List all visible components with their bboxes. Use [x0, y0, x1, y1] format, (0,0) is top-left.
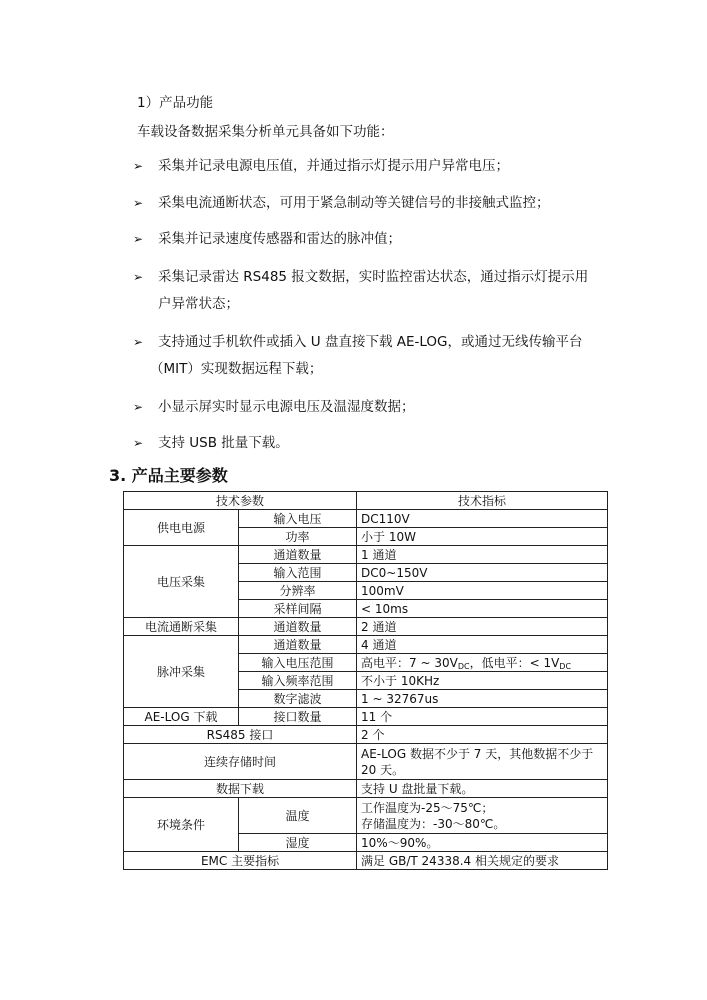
bullet-arrow-icon: ➢	[133, 232, 144, 246]
bullet-arrow-icon: ➢	[133, 270, 144, 284]
group-cell: AE-LOG 下载	[124, 708, 239, 726]
param-cell: 功率	[239, 528, 357, 546]
table-row	[124, 744, 608, 780]
param-cell: 接口数量	[239, 708, 357, 726]
value-cell: 高电平：7 ~ $30V_{DC}$，低电平：< $1V_{DC}$	[357, 654, 608, 672]
table-row	[124, 618, 608, 636]
intro-text: 车载设备数据采集分析单元具备如下功能：	[137, 124, 394, 140]
value-cell: 2 通道	[357, 618, 608, 636]
value-cell: < 10ms	[357, 600, 608, 618]
param-cell: 输入频率范围	[239, 672, 357, 690]
value-cell: 支持 U 盘批量下载。	[357, 780, 608, 798]
value-cell: DC0~150V	[357, 564, 608, 582]
value-cell: 1 ~ 32767us	[357, 690, 608, 708]
value-cell: 1 通道	[357, 546, 608, 564]
value-cell: 工作温度为-25～75℃； 存储温度为：-30～80℃。	[357, 798, 608, 834]
param-cell: 通道数量	[239, 546, 357, 564]
param-cell: 通道数量	[239, 636, 357, 654]
param-cell: 通道数量	[239, 618, 357, 636]
param-cell: EMC 主要指标	[124, 852, 357, 870]
bullet-arrow-icon: ➢	[133, 335, 144, 349]
table-row	[124, 636, 608, 654]
value-cell: DC110V	[357, 510, 608, 528]
group-cell: 环境条件	[124, 798, 239, 852]
value-cell: 10%～90%。	[357, 834, 608, 852]
bullet-arrow-icon: ➢	[133, 196, 144, 210]
param-cell: 输入范围	[239, 564, 357, 582]
table-row	[124, 708, 608, 726]
param-cell: RS485 接口	[124, 726, 357, 744]
table-row	[124, 780, 608, 798]
table-row	[124, 726, 608, 744]
value-cell: 满足 GB/T 24338.4 相关规定的要求	[357, 852, 608, 870]
param-cell: 温度	[239, 798, 357, 834]
param-cell: 输入电压	[239, 510, 357, 528]
section-3-heading: 3. 产品主要参数	[109, 466, 228, 485]
param-cell: 数据下载	[124, 780, 357, 798]
group-cell: 供电电源	[124, 510, 239, 546]
value-cell: 11 个	[357, 708, 608, 726]
header-spec: 技术指标	[357, 492, 608, 510]
param-cell: 连续存储时间	[124, 744, 357, 780]
group-cell: 电压采集	[124, 546, 239, 618]
table-row	[124, 546, 608, 564]
table-row	[124, 510, 608, 528]
param-cell: 输入电压范围	[239, 654, 357, 672]
header-param: 技术参数	[124, 492, 357, 510]
table-row	[124, 492, 608, 510]
bullet-arrow-icon: ➢	[133, 436, 144, 450]
group-cell: 脉冲采集	[124, 636, 239, 708]
bullet-arrow-icon: ➢	[133, 159, 144, 173]
value-cell: AE-LOG 数据不少于 7 天，其他数据不少于 20 天。	[357, 744, 608, 780]
value-cell: 不小于 10KHz	[357, 672, 608, 690]
value-cell: 2 个	[357, 726, 608, 744]
group-cell: 电流通断采集	[124, 618, 239, 636]
value-cell: 小于 10W	[357, 528, 608, 546]
param-cell: 数字滤波	[239, 690, 357, 708]
table-row	[124, 798, 608, 834]
param-cell: 湿度	[239, 834, 357, 852]
param-cell: 分辨率	[239, 582, 357, 600]
section-heading: 1）产品功能	[137, 95, 214, 111]
value-cell: 100mV	[357, 582, 608, 600]
value-cell: 4 通道	[357, 636, 608, 654]
param-cell: 采样间隔	[239, 600, 357, 618]
bullet-arrow-icon: ➢	[133, 400, 144, 414]
spec-table	[123, 491, 608, 870]
table-row	[124, 852, 608, 870]
